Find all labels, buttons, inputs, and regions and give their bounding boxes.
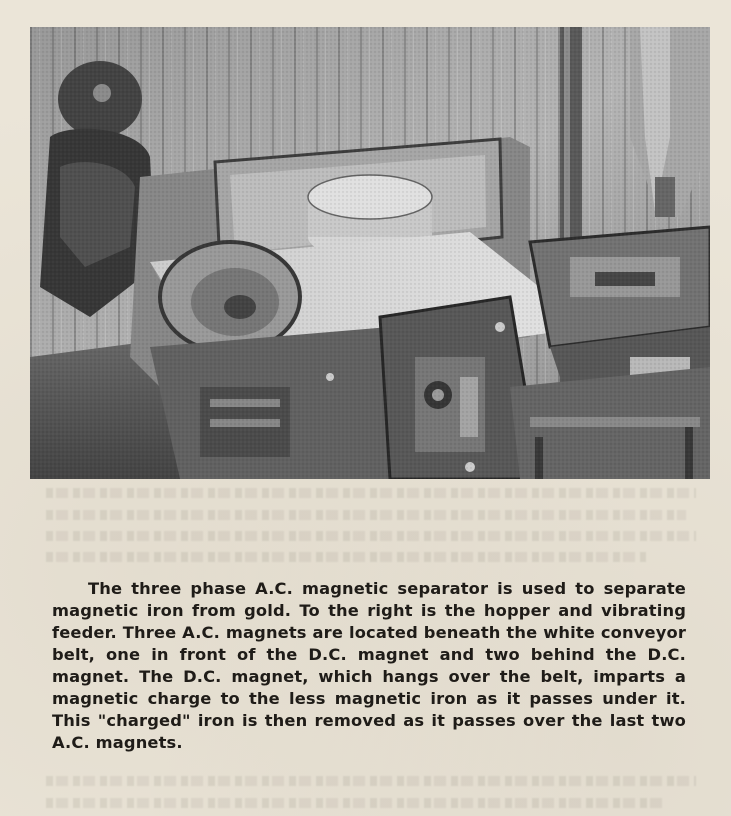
bleed-through-line — [46, 488, 696, 498]
magnetic-separator-photo — [30, 27, 710, 479]
figure-caption — [52, 578, 686, 754]
bleed-through-line — [46, 798, 666, 808]
bleed-through-line — [46, 531, 696, 541]
caption-text: The three phase A.C. magnetic separator is used to separate magnetic iron from gold. To the right is the hopper and vibrating feeder. Three A.C. magnets are located beneath the white conveyor belt, one in front of the D.C. magnet and two behind the D.C. magnet. The D.C. magnet, which hangs over the belt, imparts a magnetic charge to the less magnetic iron as it passes under it. This "charged" iron is then removed as it passes over the last two A.C. magnets. — [52, 579, 686, 752]
bleed-through-line — [46, 776, 696, 786]
bleed-through-line — [46, 510, 686, 520]
bleed-through-line — [46, 552, 646, 562]
